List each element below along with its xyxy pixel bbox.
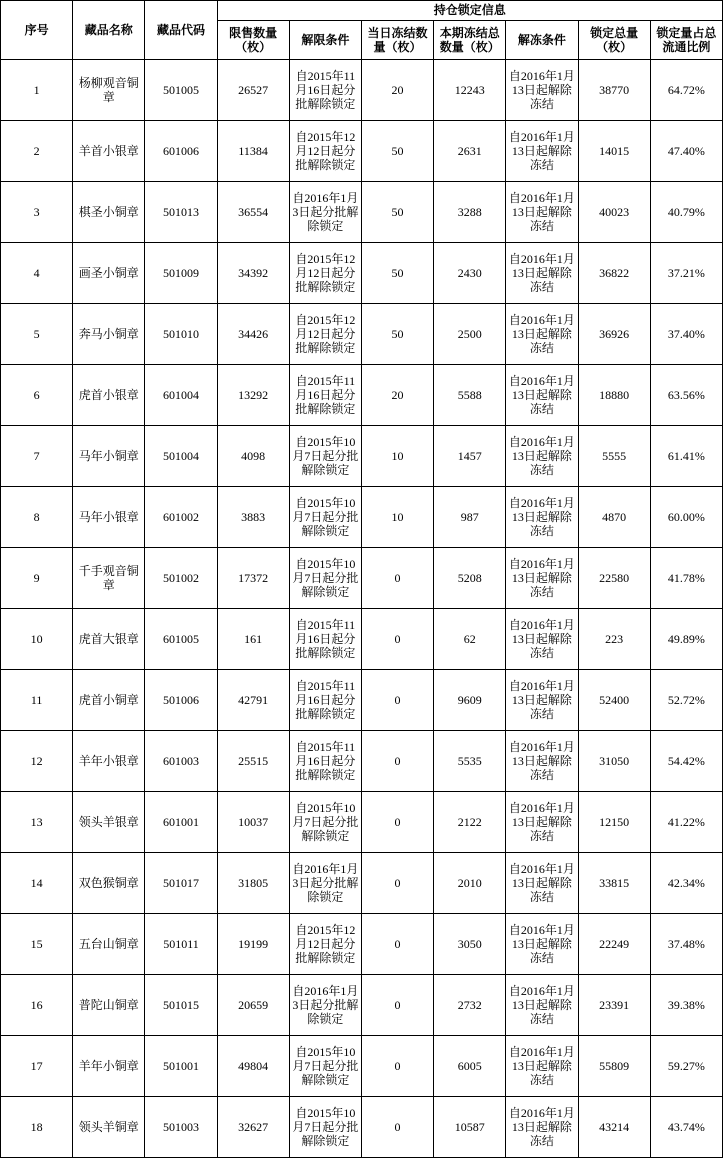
cell-unlock-condition: 自2015年10月7日起分批解除锁定	[289, 548, 361, 609]
cell-locked-total: 40023	[578, 182, 650, 243]
cell-period-frozen-total: 3050	[434, 914, 506, 975]
cell-lock-ratio: 37.21%	[650, 243, 722, 304]
cell-unfreeze-condition: 自2016年1月13日起解除冻结	[506, 731, 578, 792]
cell-period-frozen-total: 2430	[434, 243, 506, 304]
cell-daily-frozen-qty: 50	[361, 243, 433, 304]
cell-daily-frozen-qty: 0	[361, 548, 433, 609]
table-row	[1, 487, 723, 548]
cell-item-name: 千手观音铜章	[73, 548, 145, 609]
cell-item-code: 601001	[145, 792, 217, 853]
cell-unlock-condition: 自2015年11月16日起分批解除锁定	[289, 609, 361, 670]
cell-period-frozen-total: 2010	[434, 853, 506, 914]
cell-period-frozen-total: 5208	[434, 548, 506, 609]
cell-item-code: 501003	[145, 1097, 217, 1158]
cell-item-name: 羊年小银章	[73, 731, 145, 792]
cell-period-frozen-total: 987	[434, 487, 506, 548]
cell-lock-ratio: 47.40%	[650, 121, 722, 182]
cell-item-code: 601002	[145, 487, 217, 548]
cell-period-frozen-total: 12243	[434, 60, 506, 121]
cell-row-index: 17	[1, 1036, 73, 1097]
table-header	[1, 1, 723, 60]
cell-daily-frozen-qty: 50	[361, 182, 433, 243]
cell-item-name: 奔马小铜章	[73, 304, 145, 365]
table-row	[1, 975, 723, 1036]
cell-item-code: 501011	[145, 914, 217, 975]
cell-daily-frozen-qty: 0	[361, 792, 433, 853]
cell-unlock-condition: 自2015年12月12日起分批解除锁定	[289, 304, 361, 365]
cell-item-code: 601004	[145, 365, 217, 426]
cell-item-code: 601005	[145, 609, 217, 670]
cell-period-frozen-total: 2732	[434, 975, 506, 1036]
cell-daily-frozen-qty: 20	[361, 60, 433, 121]
cell-item-name: 五台山铜章	[73, 914, 145, 975]
cell-period-frozen-total: 5588	[434, 365, 506, 426]
cell-unlock-condition: 自2015年10月7日起分批解除锁定	[289, 487, 361, 548]
cell-item-name: 领头羊银章	[73, 792, 145, 853]
cell-row-index: 10	[1, 609, 73, 670]
cell-locked-total: 14015	[578, 121, 650, 182]
column-header-unlock-condition: 解限条件	[289, 21, 361, 60]
table-row	[1, 670, 723, 731]
cell-lock-ratio: 63.56%	[650, 365, 722, 426]
cell-daily-frozen-qty: 0	[361, 1036, 433, 1097]
cell-locked-total: 23391	[578, 975, 650, 1036]
cell-lock-ratio: 39.38%	[650, 975, 722, 1036]
cell-locked-total: 33815	[578, 853, 650, 914]
cell-daily-frozen-qty: 0	[361, 914, 433, 975]
cell-daily-frozen-qty: 0	[361, 670, 433, 731]
cell-locked-total: 18880	[578, 365, 650, 426]
cell-restricted-qty: 25515	[217, 731, 289, 792]
cell-row-index: 3	[1, 182, 73, 243]
column-header-locked-total: 锁定总量（枚）	[578, 21, 650, 60]
cell-locked-total: 22580	[578, 548, 650, 609]
cell-unfreeze-condition: 自2016年1月13日起解除冻结	[506, 487, 578, 548]
cell-daily-frozen-qty: 20	[361, 365, 433, 426]
cell-restricted-qty: 26527	[217, 60, 289, 121]
cell-daily-frozen-qty: 50	[361, 121, 433, 182]
cell-locked-total: 5555	[578, 426, 650, 487]
table-body	[1, 60, 723, 1158]
cell-unlock-condition: 自2015年12月12日起分批解除锁定	[289, 914, 361, 975]
table-row	[1, 60, 723, 121]
cell-period-frozen-total: 2122	[434, 792, 506, 853]
cell-item-name: 虎首大银章	[73, 609, 145, 670]
cell-locked-total: 36926	[578, 304, 650, 365]
cell-unfreeze-condition: 自2016年1月13日起解除冻结	[506, 792, 578, 853]
cell-item-code: 501017	[145, 853, 217, 914]
cell-restricted-qty: 10037	[217, 792, 289, 853]
cell-unfreeze-condition: 自2016年1月13日起解除冻结	[506, 853, 578, 914]
cell-restricted-qty: 4098	[217, 426, 289, 487]
cell-lock-ratio: 37.40%	[650, 304, 722, 365]
cell-unfreeze-condition: 自2016年1月13日起解除冻结	[506, 243, 578, 304]
cell-daily-frozen-qty: 0	[361, 975, 433, 1036]
cell-item-code: 501009	[145, 243, 217, 304]
table-row	[1, 609, 723, 670]
column-header-daily-frozen-qty: 当日冻结数量（枚）	[361, 21, 433, 60]
cell-daily-frozen-qty: 50	[361, 304, 433, 365]
cell-item-name: 领头羊铜章	[73, 1097, 145, 1158]
cell-item-code: 501010	[145, 304, 217, 365]
column-header-row-index: 序号	[1, 1, 73, 60]
table-row	[1, 1097, 723, 1158]
cell-locked-total: 38770	[578, 60, 650, 121]
cell-row-index: 15	[1, 914, 73, 975]
cell-lock-ratio: 61.41%	[650, 426, 722, 487]
cell-row-index: 6	[1, 365, 73, 426]
cell-locked-total: 12150	[578, 792, 650, 853]
cell-period-frozen-total: 6005	[434, 1036, 506, 1097]
cell-locked-total: 22249	[578, 914, 650, 975]
cell-lock-ratio: 43.74%	[650, 1097, 722, 1158]
cell-period-frozen-total: 1457	[434, 426, 506, 487]
table-row	[1, 548, 723, 609]
cell-unfreeze-condition: 自2016年1月13日起解除冻结	[506, 426, 578, 487]
cell-restricted-qty: 42791	[217, 670, 289, 731]
cell-daily-frozen-qty: 0	[361, 1097, 433, 1158]
cell-lock-ratio: 54.42%	[650, 731, 722, 792]
cell-unfreeze-condition: 自2016年1月13日起解除冻结	[506, 182, 578, 243]
table-row	[1, 1036, 723, 1097]
cell-restricted-qty: 34392	[217, 243, 289, 304]
cell-item-code: 601003	[145, 731, 217, 792]
cell-unfreeze-condition: 自2016年1月13日起解除冻结	[506, 1036, 578, 1097]
cell-unfreeze-condition: 自2016年1月13日起解除冻结	[506, 121, 578, 182]
cell-locked-total: 43214	[578, 1097, 650, 1158]
cell-restricted-qty: 20659	[217, 975, 289, 1036]
cell-unlock-condition: 自2015年11月16日起分批解除锁定	[289, 670, 361, 731]
cell-lock-ratio: 59.27%	[650, 1036, 722, 1097]
cell-locked-total: 36822	[578, 243, 650, 304]
cell-item-name: 羊首小银章	[73, 121, 145, 182]
cell-restricted-qty: 32627	[217, 1097, 289, 1158]
table-row	[1, 731, 723, 792]
cell-daily-frozen-qty: 10	[361, 487, 433, 548]
cell-restricted-qty: 11384	[217, 121, 289, 182]
cell-item-name: 棋圣小铜章	[73, 182, 145, 243]
cell-unlock-condition: 自2015年12月12日起分批解除锁定	[289, 121, 361, 182]
cell-daily-frozen-qty: 10	[361, 426, 433, 487]
cell-restricted-qty: 34426	[217, 304, 289, 365]
cell-item-code: 501006	[145, 670, 217, 731]
table-row	[1, 365, 723, 426]
cell-row-index: 7	[1, 426, 73, 487]
table-row	[1, 182, 723, 243]
cell-item-name: 双色猴铜章	[73, 853, 145, 914]
cell-item-code: 501005	[145, 60, 217, 121]
group-header-position-lock-info: 持仓锁定信息	[217, 1, 722, 21]
cell-unfreeze-condition: 自2016年1月13日起解除冻结	[506, 670, 578, 731]
cell-unlock-condition: 自2016年1月3日起分批解除锁定	[289, 975, 361, 1036]
cell-item-code: 601006	[145, 121, 217, 182]
cell-row-index: 18	[1, 1097, 73, 1158]
cell-unlock-condition: 自2016年1月3日起分批解除锁定	[289, 182, 361, 243]
cell-lock-ratio: 41.78%	[650, 548, 722, 609]
cell-period-frozen-total: 2500	[434, 304, 506, 365]
cell-row-index: 1	[1, 60, 73, 121]
cell-lock-ratio: 49.89%	[650, 609, 722, 670]
cell-unlock-condition: 自2015年11月16日起分批解除锁定	[289, 60, 361, 121]
cell-item-code: 501001	[145, 1036, 217, 1097]
cell-unfreeze-condition: 自2016年1月13日起解除冻结	[506, 609, 578, 670]
cell-restricted-qty: 17372	[217, 548, 289, 609]
cell-item-code: 501015	[145, 975, 217, 1036]
cell-item-name: 虎首小银章	[73, 365, 145, 426]
cell-period-frozen-total: 5535	[434, 731, 506, 792]
cell-daily-frozen-qty: 0	[361, 731, 433, 792]
cell-lock-ratio: 60.00%	[650, 487, 722, 548]
cell-item-name: 羊年小铜章	[73, 1036, 145, 1097]
cell-row-index: 5	[1, 304, 73, 365]
cell-unlock-condition: 自2015年11月16日起分批解除锁定	[289, 731, 361, 792]
cell-row-index: 12	[1, 731, 73, 792]
table-row	[1, 914, 723, 975]
cell-unlock-condition: 自2016年1月3日起分批解除锁定	[289, 853, 361, 914]
cell-item-name: 杨柳观音铜章	[73, 60, 145, 121]
cell-unfreeze-condition: 自2016年1月13日起解除冻结	[506, 1097, 578, 1158]
cell-item-code: 501004	[145, 426, 217, 487]
cell-unfreeze-condition: 自2016年1月13日起解除冻结	[506, 365, 578, 426]
header-group-row	[1, 1, 723, 21]
column-header-restricted-qty: 限售数量（枚）	[217, 21, 289, 60]
cell-restricted-qty: 31805	[217, 853, 289, 914]
cell-unfreeze-condition: 自2016年1月13日起解除冻结	[506, 304, 578, 365]
table-row	[1, 426, 723, 487]
cell-item-name: 马年小银章	[73, 487, 145, 548]
column-header-item-name: 藏品名称	[73, 1, 145, 60]
cell-period-frozen-total: 10587	[434, 1097, 506, 1158]
cell-locked-total: 52400	[578, 670, 650, 731]
cell-item-name: 画圣小铜章	[73, 243, 145, 304]
cell-row-index: 13	[1, 792, 73, 853]
cell-row-index: 16	[1, 975, 73, 1036]
column-header-unfreeze-condition: 解冻条件	[506, 21, 578, 60]
table-row	[1, 853, 723, 914]
table-row	[1, 792, 723, 853]
cell-restricted-qty: 3883	[217, 487, 289, 548]
cell-lock-ratio: 40.79%	[650, 182, 722, 243]
cell-lock-ratio: 41.22%	[650, 792, 722, 853]
cell-row-index: 2	[1, 121, 73, 182]
cell-daily-frozen-qty: 0	[361, 853, 433, 914]
cell-unfreeze-condition: 自2016年1月13日起解除冻结	[506, 548, 578, 609]
cell-locked-total: 31050	[578, 731, 650, 792]
cell-lock-ratio: 37.48%	[650, 914, 722, 975]
cell-item-name: 虎首小铜章	[73, 670, 145, 731]
cell-unlock-condition: 自2015年12月12日起分批解除锁定	[289, 243, 361, 304]
cell-unfreeze-condition: 自2016年1月13日起解除冻结	[506, 975, 578, 1036]
cell-locked-total: 55809	[578, 1036, 650, 1097]
cell-daily-frozen-qty: 0	[361, 609, 433, 670]
cell-unfreeze-condition: 自2016年1月13日起解除冻结	[506, 914, 578, 975]
cell-unfreeze-condition: 自2016年1月13日起解除冻结	[506, 60, 578, 121]
cell-item-code: 501002	[145, 548, 217, 609]
cell-restricted-qty: 49804	[217, 1036, 289, 1097]
cell-unlock-condition: 自2015年10月7日起分批解除锁定	[289, 1097, 361, 1158]
column-header-item-code: 藏品代码	[145, 1, 217, 60]
cell-period-frozen-total: 2631	[434, 121, 506, 182]
cell-unlock-condition: 自2015年11月16日起分批解除锁定	[289, 365, 361, 426]
cell-unlock-condition: 自2015年10月7日起分批解除锁定	[289, 792, 361, 853]
table-row	[1, 243, 723, 304]
cell-period-frozen-total: 3288	[434, 182, 506, 243]
cell-lock-ratio: 42.34%	[650, 853, 722, 914]
table-row	[1, 304, 723, 365]
column-header-lock-ratio: 锁定量占总流通比例	[650, 21, 722, 60]
cell-restricted-qty: 13292	[217, 365, 289, 426]
cell-item-name: 马年小铜章	[73, 426, 145, 487]
cell-locked-total: 4870	[578, 487, 650, 548]
cell-item-code: 501013	[145, 182, 217, 243]
column-header-period-frozen-total: 本期冻结总数量（枚）	[434, 21, 506, 60]
cell-row-index: 4	[1, 243, 73, 304]
cell-row-index: 11	[1, 670, 73, 731]
cell-lock-ratio: 64.72%	[650, 60, 722, 121]
table-row	[1, 121, 723, 182]
cell-restricted-qty: 36554	[217, 182, 289, 243]
cell-row-index: 8	[1, 487, 73, 548]
cell-item-name: 普陀山铜章	[73, 975, 145, 1036]
cell-period-frozen-total: 62	[434, 609, 506, 670]
cell-row-index: 14	[1, 853, 73, 914]
cell-unlock-condition: 自2015年10月7日起分批解除锁定	[289, 426, 361, 487]
cell-restricted-qty: 161	[217, 609, 289, 670]
cell-period-frozen-total: 9609	[434, 670, 506, 731]
cell-lock-ratio: 52.72%	[650, 670, 722, 731]
cell-row-index: 9	[1, 548, 73, 609]
cell-restricted-qty: 19199	[217, 914, 289, 975]
cell-unlock-condition: 自2015年10月7日起分批解除锁定	[289, 1036, 361, 1097]
cell-locked-total: 223	[578, 609, 650, 670]
